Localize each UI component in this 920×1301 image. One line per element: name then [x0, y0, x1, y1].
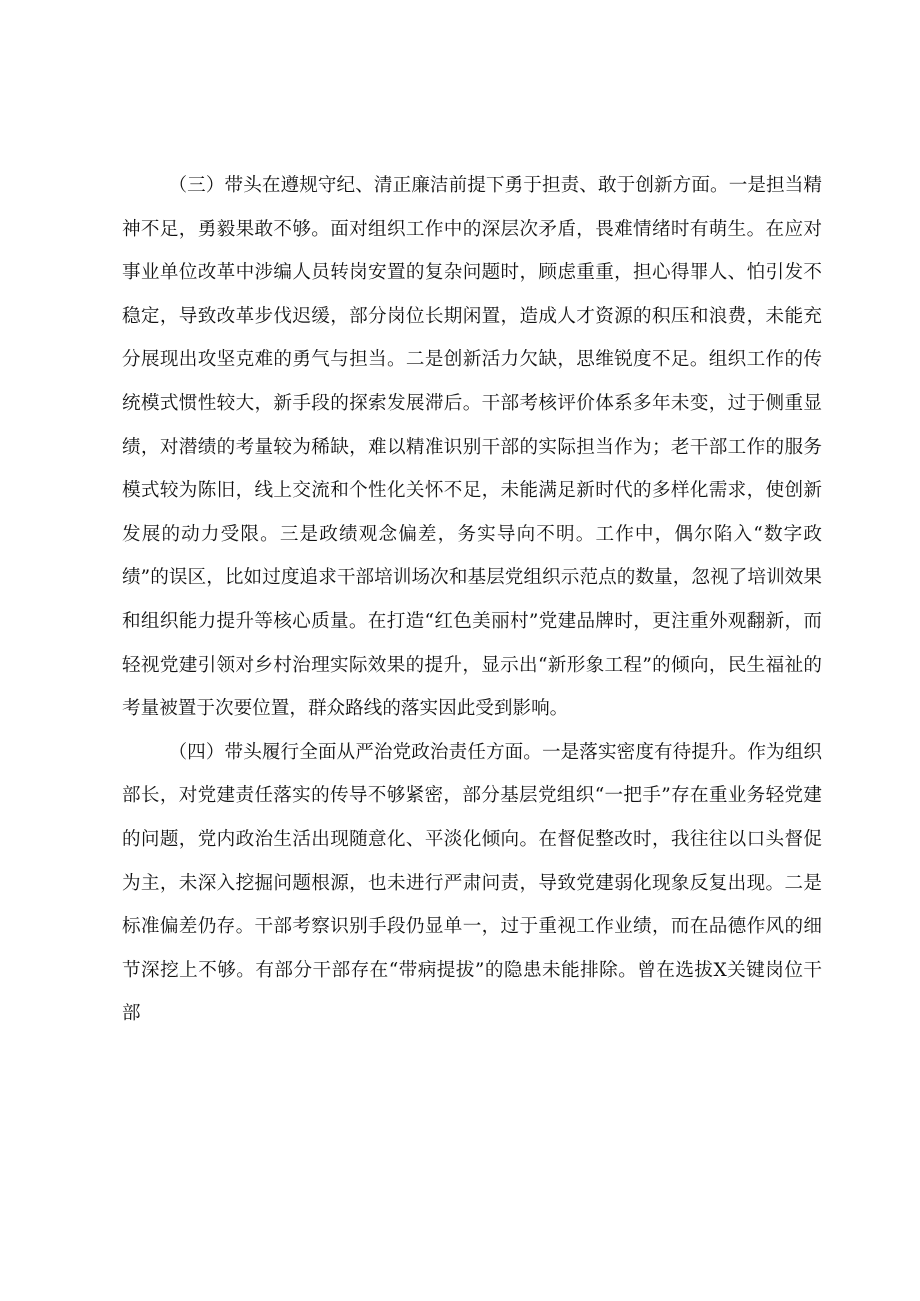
paragraph-section-four: （四）带头履行全面从严治党政治责任方面。一是落实密度有待提升。作为组织部长，对党建责任落实的传导不够紧密，部分基层党组织“一把手”存在重业务轻党建的问题，党内政治生活出现随意化、平淡化倾向。在督促整改时，我往往以口头督促为主，未深入挖掘问题根源，也未进行严肃问责，导致党建弱化现象反复出现。二是标准偏差仍存。干部考察识别手段仍显单一，过于重视工作业绩，而在品德作风的细节深挖上不够。有部分干部存在“带病提拔”的隐患未能排除。曾在选拔X关键岗位干部 [122, 741, 822, 1025]
document-body [122, 164, 822, 1036]
paragraph-section-three: （三）带头在遵规守纪、清正廉洁前提下勇于担责、敢于创新方面。一是担当精神不足，勇毅果敢不够。面对组织工作中的深层次矛盾，畏难情绪时有萌生。在应对事业单位改革中涉编人员转岗安置的复杂问题时，顾虑重重，担心得罪人、怕引发不稳定，导致改革步伐迟缓，部分岗位长期闲置，造成人才资源的积压和浪费，未能充分展现出攻坚克难的勇气与担当。二是创新活力欠缺，思维锐度不足。组织工作的传统模式惯性较大，新手段的探索发展滞后。干部考核评价体系多年未变，过于侧重显绩，对潜绩的考量较为稀缺，难以精准识别干部的实际担当作为；老干部工作的服务模式较为陈旧，线上交流和个性化关怀不足，未能满足新时代的多样化需求，使创新发展的动力受限。三是政绩观念偏差，务实导向不明。工作中，偶尔陷入“数字政绩”的误区，比如过度追求干部培训场次和基层党组织示范点的数量，忽视了培训效果和组织能力提升等核心质量。在打造“红色美丽村”党建品牌时，更注重外观翻新，而轻视党建引领对乡村治理实际效果的提升，显示出“新形象工程”的倾向，民生福祉的考量被置于次要位置，群众路线的落实因此受到影响。 [122, 175, 822, 720]
